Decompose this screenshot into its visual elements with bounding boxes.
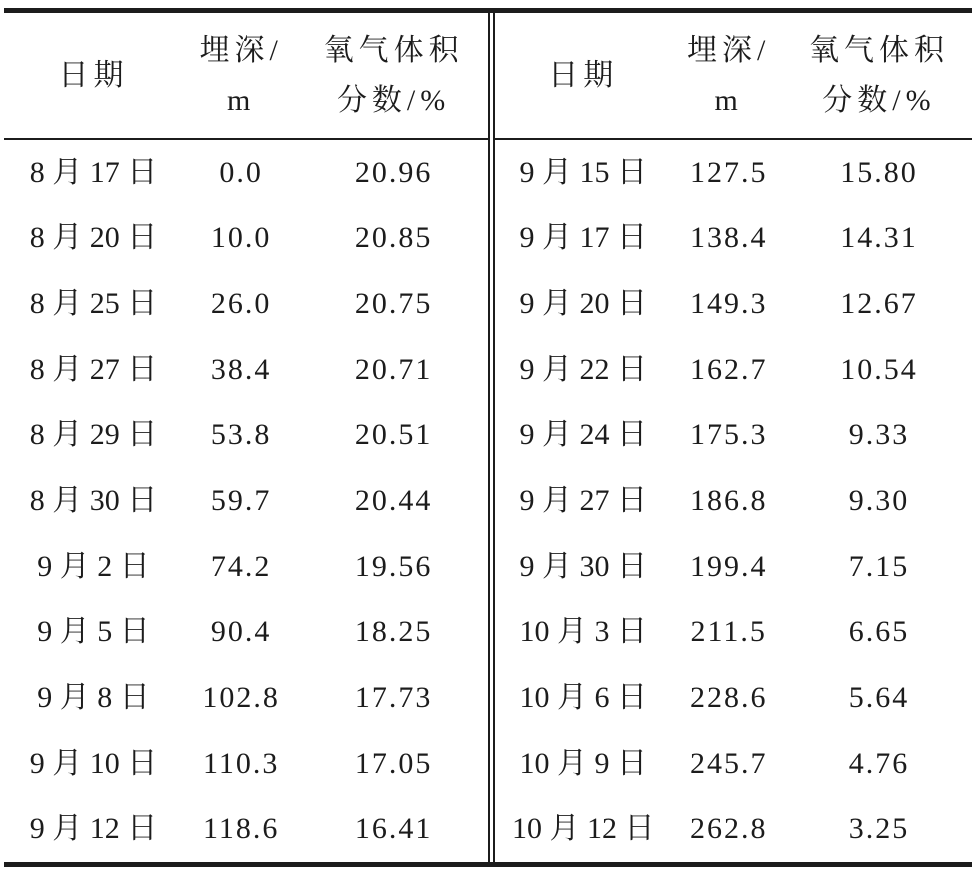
depth-cell: 102.8 — [202, 680, 280, 714]
header-depth-line1: 埋深/ — [687, 33, 771, 67]
header-oxygen-line1: 氧气体积 — [323, 33, 464, 67]
left-table-body — [4, 140, 488, 862]
header-date: 日期 — [548, 58, 619, 92]
oxygen-cell: 20.75 — [354, 287, 433, 321]
date-cell: 10 月 3 日 — [519, 615, 647, 649]
depth-cell: 0.0 — [219, 155, 263, 189]
depth-cell: 110.3 — [202, 746, 280, 780]
header-oxygen-line2: 分数/% — [336, 83, 451, 117]
date-cell: 9 月 8 日 — [37, 680, 150, 714]
oxygen-cell: 20.71 — [354, 352, 433, 386]
oxygen-cell: 20.44 — [354, 483, 433, 517]
depth-cell: 199.4 — [689, 549, 768, 583]
depth-cell: 59.7 — [210, 483, 272, 517]
oxygen-cell: 5.64 — [848, 680, 910, 714]
oxygen-cell: 20.96 — [354, 155, 433, 189]
oxygen-cell: 18.25 — [354, 615, 433, 649]
depth-cell: 228.6 — [689, 680, 768, 714]
header-oxygen — [786, 13, 972, 138]
header-depth — [671, 13, 785, 138]
oxygen-cell: 14.31 — [840, 221, 918, 255]
depth-cell: 118.6 — [202, 812, 280, 846]
depth-cell: 138.4 — [689, 221, 768, 255]
date-cell: 8 月 20 日 — [29, 221, 158, 255]
oxygen-cell: 17.73 — [354, 680, 433, 714]
date-cell: 8 月 27 日 — [29, 352, 158, 386]
depth-cell: 90.4 — [210, 615, 272, 649]
date-cell: 9 月 20 日 — [519, 287, 647, 321]
header-depth-unit: m — [226, 83, 256, 117]
depth-cell: 127.5 — [689, 155, 768, 189]
date-cell: 9 月 12 日 — [29, 812, 158, 846]
header-depth — [183, 13, 299, 138]
date-cell: 8 月 25 日 — [29, 287, 158, 321]
depth-cell: 149.3 — [689, 287, 768, 321]
header-oxygen-line1: 氧气体积 — [808, 33, 949, 67]
right-header-row — [495, 13, 972, 140]
date-cell: 9 月 5 日 — [37, 615, 150, 649]
oxygen-cell: 15.80 — [840, 155, 918, 189]
date-cell: 8 月 17 日 — [29, 155, 158, 189]
header-oxygen — [299, 13, 488, 138]
oxygen-cell: 4.76 — [848, 746, 910, 780]
data-table — [4, 8, 972, 867]
header-oxygen-line2: 分数/% — [822, 83, 936, 117]
date-cell: 10 月 9 日 — [519, 746, 647, 780]
right-table-body — [495, 140, 972, 862]
date-cell: 9 月 17 日 — [519, 221, 647, 255]
depth-cell: 10.0 — [210, 221, 272, 255]
header-depth-line1: 埋深/ — [199, 33, 283, 67]
date-cell: 10 月 6 日 — [519, 680, 647, 714]
depth-cell: 162.7 — [689, 352, 768, 386]
left-header-row — [4, 13, 488, 140]
date-cell: 9 月 15 日 — [519, 155, 647, 189]
date-cell: 9 月 10 日 — [29, 746, 158, 780]
header-depth-unit: m — [714, 83, 743, 117]
oxygen-cell: 17.05 — [354, 746, 433, 780]
left-table-panel — [4, 13, 488, 862]
oxygen-cell: 3.25 — [848, 812, 910, 846]
oxygen-cell: 19.56 — [354, 549, 433, 583]
oxygen-cell: 12.67 — [840, 287, 918, 321]
oxygen-cell: 20.85 — [354, 221, 433, 255]
depth-cell: 53.8 — [210, 418, 272, 452]
depth-cell: 262.8 — [689, 812, 768, 846]
depth-cell: 74.2 — [210, 549, 272, 583]
date-cell: 9 月 2 日 — [37, 549, 150, 583]
depth-cell: 38.4 — [210, 352, 272, 386]
date-cell: 8 月 30 日 — [29, 483, 158, 517]
oxygen-cell: 6.65 — [848, 615, 910, 649]
date-cell: 8 月 29 日 — [29, 418, 158, 452]
date-cell: 9 月 27 日 — [519, 483, 647, 517]
oxygen-cell: 10.54 — [840, 352, 918, 386]
header-date: 日期 — [58, 58, 129, 92]
oxygen-cell: 7.15 — [848, 549, 910, 583]
date-cell: 9 月 22 日 — [519, 352, 647, 386]
right-table-panel — [488, 13, 972, 862]
depth-cell: 186.8 — [689, 483, 768, 517]
oxygen-cell: 9.30 — [848, 483, 910, 517]
date-cell: 9 月 24 日 — [519, 418, 647, 452]
date-cell: 10 月 12 日 — [511, 812, 655, 846]
depth-cell: 245.7 — [689, 746, 768, 780]
oxygen-cell: 9.33 — [848, 418, 910, 452]
depth-cell: 211.5 — [690, 615, 767, 649]
depth-cell: 26.0 — [210, 287, 272, 321]
oxygen-cell: 20.51 — [354, 418, 433, 452]
date-cell: 9 月 30 日 — [519, 549, 647, 583]
oxygen-cell: 16.41 — [354, 812, 433, 846]
depth-cell: 175.3 — [689, 418, 768, 452]
